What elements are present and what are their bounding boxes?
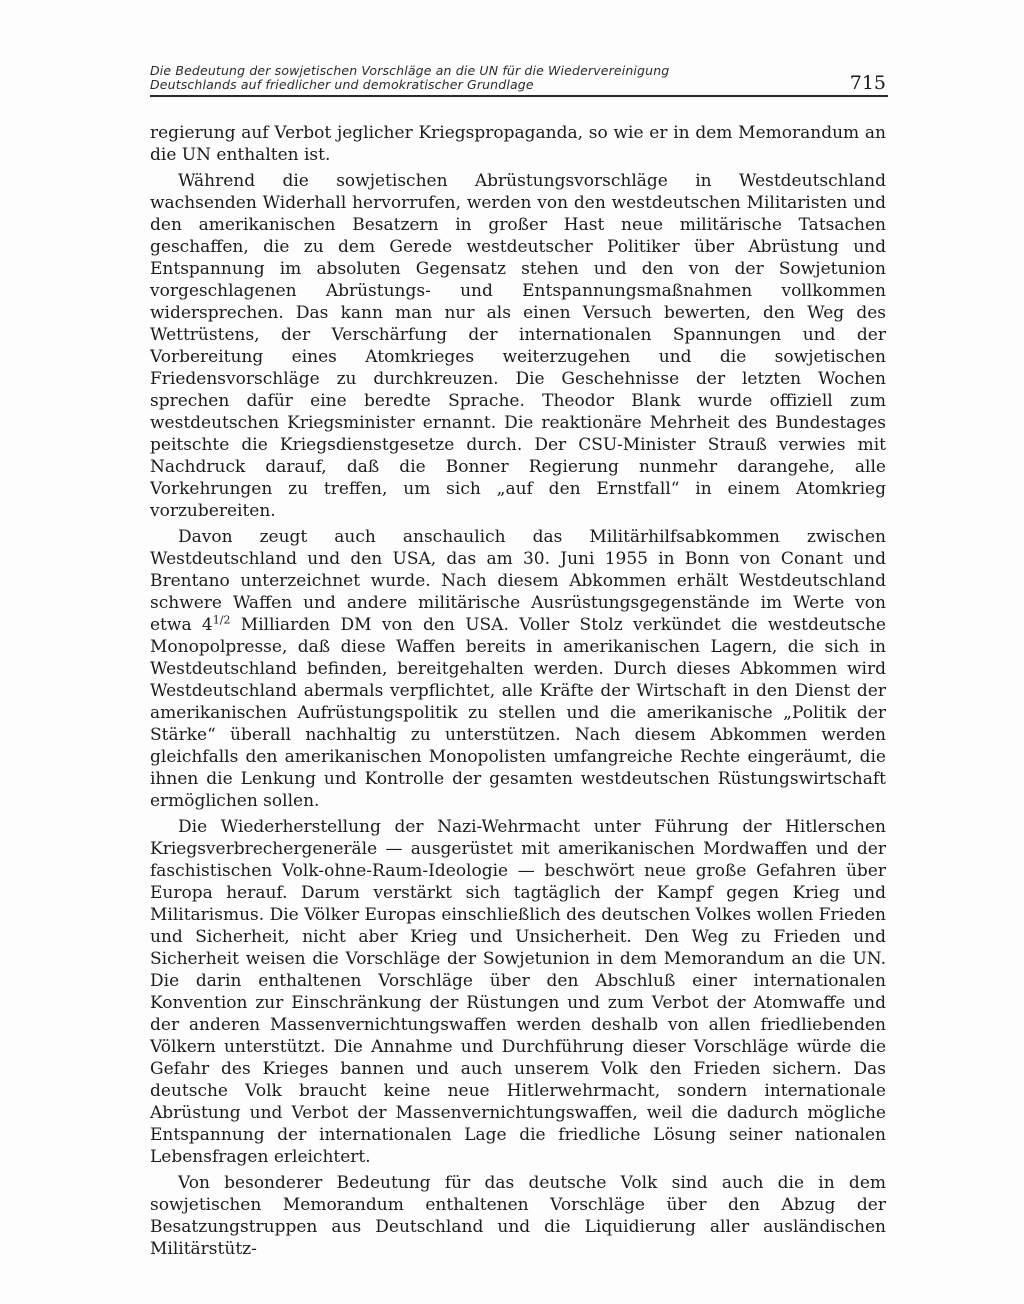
paragraph-3-part-2: Milliarden DM von den USA. Voller Stolz verkündet die westdeutsche Monopolpresse, daß diese Waffen bereits in amerikanischen Lagern, die sich in Westdeutschland befinden, bereitgehalten werden. Durch dieses Abkommen wird Westdeutschland abermals verpflichtet, alle Kräfte der Wirtschaft in den Dienst der amerikanischen Aufrüstungspolitik zu stellen und die amerikanische „Politik der Stärke“ überall nachhaltig zu unterstützen. Nach diesem Abkommen werden gleichfalls den amerikanischen Monopolisten umfangreiche Rechte eingeräumt, die ihnen die Lenkung und Kontrolle der gesamten westdeutschen Rüstungswirtschaft ermöglichen sollen. [150,615,886,811]
paragraph-5: Von besonderer Bedeutung für das deutsche Volk sind auch die in dem sowjetischen Memorandum enthaltenen Vorschläge über den Abzug der Besatzungstruppen aus Deutschland und die Liquidierung aller ausländischen Militärstütz- [150,1173,886,1259]
page-header [150,64,888,98]
body-text [150,122,886,1264]
fraction-one-half: 1/2 [212,613,231,627]
page-number: 715 [849,72,886,94]
running-title-line-2: Deutschlands auf friedlicher und demokratischer Grundlage [150,77,534,92]
running-title-line-1: Die Bedeutung der sowjetischen Vorschläge an die UN für die Wiedervereinigung [150,63,670,78]
paragraph-4: Die Wiederherstellung der Nazi-Wehrmacht unter Führung der Hitlerschen Kriegsverbrechergeneräle — ausgerüstet mit amerikanischen Mordwaffen und der faschistischen Volk-ohne-Raum-Ideologie — beschwört neue große Gefahren über Europa herauf. Darum verstärkt sich tagtäglich der Kampf gegen Krieg und Militarismus. Die Völker Europas einschließlich des deutschen Volkes wollen Frieden und Sicherheit, nicht aber Krieg und Unsicherheit. Den Weg zu Frieden und Sicherheit weisen die Vorschläge der Sowjetunion in dem Memorandum an die UN. Die darin enthaltenen Vorschläge über den Abschluß einer internationalen Konvention zur Einschränkung der Rüstungen und zum Verbot der Atomwaffe und der anderen Massenvernichtungswaffen werden deshalb von allen friedliebenden Völkern unterstützt. Die Annahme und Durchführung dieser Vorschläge würde die Gefahr des Krieges bannen und auch unserem Volk den Frieden sichern. Das deutsche Volk braucht keine neue Hitlerwehrmacht, sondern internationale Abrüstung und Verbot der Massenvernichtungswaffen, weil die dadurch mögliche Entspannung der internationalen Lage die friedliche Lösung seiner nationalen Lebensfragen erleichtert. [150,817,886,1167]
paragraph-2: Während die sowjetischen Abrüstungsvorschläge in Westdeutschland wachsenden Widerhall hervorrufen, werden von den westdeutschen Militaristen und den amerikanischen Besatzern in großer Hast neue militärische Tatsachen geschaffen, die zu dem Gerede westdeutscher Politiker über Abrüstung und Entspannung im absoluten Gegensatz stehen und den von der Sowjetunion vorgeschlagenen Abrüstungs- und Entspannungsmaßnahmen vollkommen widersprechen. Das kann man nur als einen Versuch bewerten, den Weg des Wettrüstens, der Verschärfung der internationalen Spannungen und der Vorbereitung eines Atomkrieges weiterzugehen und die sowjetischen Friedensvorschläge zu durchkreuzen. Die Geschehnisse der letzten Wochen sprechen dafür eine beredte Sprache. Theodor Blank wurde offiziell zum westdeutschen Kriegsminister ernannt. Die reaktionäre Mehrheit des Bundestages peitschte die Kriegsdienstgesetze durch. Der CSU-Minister Strauß verwies mit Nachdruck darauf, daß die Bonner Regierung nunmehr darangehe, alle Vorkehrungen zu treffen, um sich „auf den Ernstfall“ in einem Atomkrieg vorzubereiten. [150,171,886,521]
paragraph-1: regierung auf Verbot jeglicher Kriegspropaganda, so wie er in dem Memorandum an die UN enthalten ist. [150,123,886,165]
header-rule [150,95,888,97]
paragraph-3-part-1: Davon zeugt auch anschaulich das Militärhilfsabkommen zwischen Westdeutschland und den USA, das am 30. Juni 1955 in Bonn von Conant und Brentano unterzeichnet wurde. Nach diesem Abkommen erhält Westdeutschland schwere Waffen und andere militärische Ausrüstungsgegenstände im Werte von etwa 4 [150,527,886,635]
paragraph-3 [150,526,886,812]
running-title [150,64,830,92]
